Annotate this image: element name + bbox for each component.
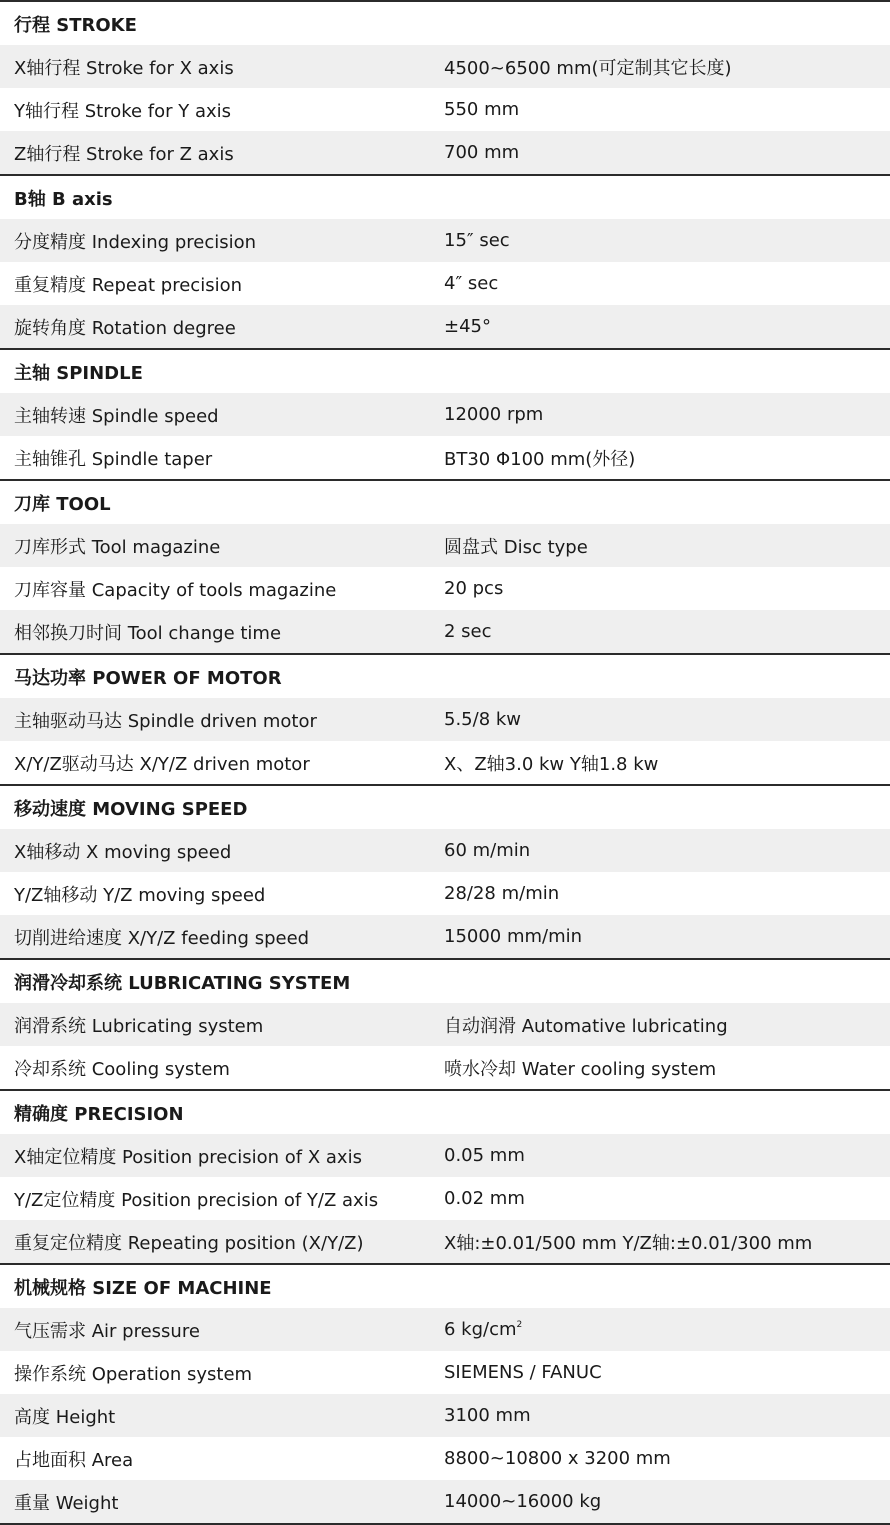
- spec-label: 主轴驱动马达 Spindle driven motor: [14, 710, 317, 732]
- spec-value-text: 0.02 mm: [444, 1188, 525, 1209]
- spec-value-text: 550 mm: [444, 99, 520, 120]
- spec-row: [0, 1003, 890, 1046]
- spec-value: [444, 1055, 890, 1081]
- section-title: 移动速度 MOVING SPEED: [14, 798, 248, 820]
- spec-label: 重复精度 Repeat precision: [14, 274, 243, 296]
- spec-value: [444, 1448, 890, 1469]
- spec-value: [444, 273, 890, 294]
- spec-label: 重量 Weight: [14, 1492, 119, 1514]
- spec-label: X轴行程 Stroke for X axis: [14, 57, 234, 79]
- spec-value: [444, 1362, 890, 1383]
- spec-row: [0, 1437, 890, 1480]
- spec-row: [0, 872, 890, 915]
- spec-row: [0, 262, 890, 305]
- spec-value: [444, 99, 890, 120]
- spec-value-text: 15″ sec: [444, 230, 510, 251]
- spec-value-text: 0.05 mm: [444, 1145, 525, 1166]
- spec-row: [0, 305, 890, 348]
- spec-value: [444, 621, 890, 642]
- section-header: [0, 350, 890, 393]
- spec-value-text: 14000~16000 kg: [444, 1491, 602, 1512]
- spec-label: Y/Z定位精度 Position precision of Y/Z axis: [14, 1189, 379, 1211]
- spec-value-text: 圆盘式 Disc type: [444, 536, 588, 558]
- spec-label: 高度 Height: [14, 1406, 116, 1428]
- spec-value: [444, 445, 890, 471]
- spec-value-text: 4500~6500 mm(可定制其它长度): [444, 57, 732, 79]
- spec-value: [444, 709, 890, 730]
- spec-value-text: X轴:±0.01/500 mm Y/Z轴:±0.01/300 mm: [444, 1232, 813, 1254]
- section-title: 马达功率 POWER OF MOTOR: [14, 667, 282, 689]
- spec-label: Z轴行程 Stroke for Z axis: [14, 143, 234, 165]
- spec-section: [0, 348, 890, 479]
- spec-row: [0, 1046, 890, 1089]
- spec-label: 主轴锥孔 Spindle taper: [14, 448, 213, 470]
- spec-value-text: ±45°: [444, 316, 491, 337]
- spec-value: [444, 230, 890, 251]
- spec-label: Y/Z轴移动 Y/Z moving speed: [14, 884, 266, 906]
- spec-value-text: 8800~10800 x 3200 mm: [444, 1448, 671, 1469]
- section-title: 行程 STROKE: [14, 14, 137, 36]
- superscript: 2: [516, 1320, 523, 1330]
- spec-value-text: 2 sec: [444, 621, 492, 642]
- spec-label: X轴移动 X moving speed: [14, 841, 232, 863]
- spec-row: [0, 219, 890, 262]
- spec-value: [444, 1145, 890, 1166]
- spec-value-text: 700 mm: [444, 142, 520, 163]
- spec-value-text: 3100 mm: [444, 1405, 531, 1426]
- spec-value: [444, 1405, 890, 1426]
- spec-label: 重复定位精度 Repeating position (X/Y/Z): [14, 1232, 364, 1254]
- spec-value-text: BT30 Φ100 mm(外径): [444, 448, 636, 470]
- spec-label: X轴定位精度 Position precision of X axis: [14, 1146, 362, 1168]
- spec-row: [0, 610, 890, 653]
- spec-value: [444, 883, 890, 904]
- spec-value: [444, 533, 890, 559]
- spec-label: 操作系统 Operation system: [14, 1363, 253, 1385]
- spec-label: 刀库形式 Tool magazine: [14, 536, 221, 558]
- spec-value: [444, 840, 890, 861]
- spec-value-text: 5.5/8 kw: [444, 709, 522, 730]
- spec-row: [0, 741, 890, 784]
- spec-label: 冷却系统 Cooling system: [14, 1058, 230, 1080]
- section-header: [0, 655, 890, 698]
- section-header: [0, 786, 890, 829]
- spec-label: 分度精度 Indexing precision: [14, 231, 257, 253]
- section-title: 刀库 TOOL: [14, 493, 111, 515]
- section-title: 精确度 PRECISION: [14, 1103, 184, 1125]
- spec-row: [0, 1308, 890, 1351]
- spec-value: [444, 1188, 890, 1209]
- spec-value: [444, 926, 890, 947]
- spec-value-text: 自动润滑 Automative lubricating: [444, 1015, 728, 1037]
- spec-value-text: 15000 mm/min: [444, 926, 583, 947]
- spec-label: 气压需求 Air pressure: [14, 1320, 200, 1342]
- section-header: [0, 960, 890, 1003]
- spec-label: Y轴行程 Stroke for Y axis: [14, 100, 232, 122]
- section-title: 润滑冷却系统 LUBRICATING SYSTEM: [14, 972, 351, 994]
- spec-value: [444, 142, 890, 163]
- spec-value: [444, 1491, 890, 1512]
- section-header: [0, 2, 890, 45]
- spec-label: 润滑系统 Lubricating system: [14, 1015, 264, 1037]
- section-header: [0, 481, 890, 524]
- spec-row: [0, 1177, 890, 1220]
- spec-section: [0, 958, 890, 1089]
- spec-value: [444, 1229, 890, 1255]
- spec-value-text: 60 m/min: [444, 840, 531, 861]
- spec-label: 旋转角度 Rotation degree: [14, 317, 236, 339]
- spec-section: [0, 174, 890, 348]
- spec-label: 刀库容量 Capacity of tools magazine: [14, 579, 337, 601]
- spec-value-text: X、Z轴3.0 kw Y轴1.8 kw: [444, 753, 659, 775]
- section-title: B轴 B axis: [14, 188, 113, 210]
- spec-value-text: 20 pcs: [444, 578, 504, 599]
- spec-value-text: 28/28 m/min: [444, 883, 560, 904]
- spec-section: [0, 0, 890, 174]
- spec-value: [444, 404, 890, 425]
- section-header: [0, 176, 890, 219]
- spec-row: [0, 915, 890, 958]
- spec-row: [0, 1394, 890, 1437]
- spec-label: 主轴转速 Spindle speed: [14, 405, 219, 427]
- spec-row: [0, 45, 890, 88]
- spec-row: [0, 131, 890, 174]
- spec-value-text: 12000 rpm: [444, 404, 544, 425]
- section-header: [0, 1091, 890, 1134]
- spec-row: [0, 436, 890, 479]
- spec-value-text: 喷水冷却 Water cooling system: [444, 1058, 717, 1080]
- spec-value: [444, 1012, 890, 1038]
- spec-section: [0, 479, 890, 653]
- spec-row: [0, 1351, 890, 1394]
- section-title: 主轴 SPINDLE: [14, 362, 143, 384]
- spec-value: [444, 578, 890, 599]
- spec-row: [0, 1220, 890, 1263]
- spec-value-text: 6 kg/cm: [444, 1319, 517, 1340]
- spec-row: [0, 393, 890, 436]
- section-header: [0, 1265, 890, 1308]
- spec-value-text: 4″ sec: [444, 273, 499, 294]
- spec-row: [0, 88, 890, 131]
- spec-label: 切削进给速度 X/Y/Z feeding speed: [14, 927, 310, 949]
- spec-section: [0, 653, 890, 784]
- spec-value: [444, 750, 890, 776]
- spec-value: [444, 54, 890, 80]
- spec-value: [444, 316, 890, 337]
- spec-section: [0, 1089, 890, 1263]
- spec-row: [0, 1134, 890, 1177]
- spec-section: [0, 1263, 890, 1525]
- spec-row: [0, 567, 890, 610]
- spec-row: [0, 698, 890, 741]
- spec-label: 占地面积 Area: [14, 1449, 134, 1471]
- spec-row: [0, 829, 890, 872]
- spec-row: [0, 1480, 890, 1523]
- spec-value: [444, 1319, 890, 1340]
- section-title: 机械规格 SIZE OF MACHINE: [14, 1277, 272, 1299]
- spec-value-text: SIEMENS / FANUC: [444, 1362, 602, 1383]
- spec-section: [0, 784, 890, 958]
- spec-label: 相邻换刀时间 Tool change time: [14, 622, 282, 644]
- spec-row: [0, 524, 890, 567]
- spec-label: X/Y/Z驱动马达 X/Y/Z driven motor: [14, 753, 310, 775]
